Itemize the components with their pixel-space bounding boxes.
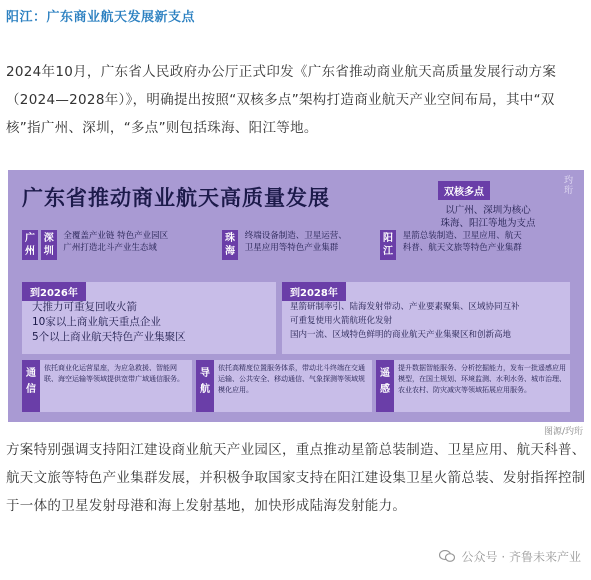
city-desc <box>403 230 522 254</box>
core-line-1: 以广州、深圳为核心 <box>445 205 531 216</box>
goals-2026-panel <box>22 282 276 354</box>
city-desc-line: 星箭总装制造、卫星应用、航天 <box>402 231 522 241</box>
city-desc-line: 广州打造北斗产业生态域 <box>63 243 157 253</box>
wechat-icon <box>439 550 455 562</box>
goal-item: 大推力可重复回收火箭 <box>32 301 137 313</box>
city-desc <box>63 230 168 254</box>
side-logo: 玓珩 <box>564 176 574 196</box>
panel-label-communication: 通信 <box>22 360 40 412</box>
watermark-text: 公众号 · 齐鲁未来产业 <box>461 550 581 564</box>
panel-navigation <box>196 360 372 412</box>
watermark <box>439 548 581 565</box>
city-badge-shenzhen: 深圳 <box>41 230 57 260</box>
infographic-title: 广东省推动商业航天高质量发展 <box>22 186 330 210</box>
city-desc-line: 卫星应用等特色产业集群 <box>244 243 339 253</box>
year-tag-2028: 到2028年 <box>282 282 346 301</box>
year-tag-2026: 到2026年 <box>22 282 86 301</box>
core-points-box <box>428 180 548 230</box>
panel-text-communication: 依托商业化运营星座，为应急救援、智能网联、海空运输等领域提供宽带广域通信服务。 <box>44 364 184 383</box>
city-desc <box>245 230 347 254</box>
image-caption: 图源/玓珩 <box>543 427 583 437</box>
goal-item: 国内一流、区域特色鲜明的商业航天产业集聚区和创新高地 <box>290 330 512 340</box>
city-desc-line: 终端设备制造、卫星运营、 <box>244 231 347 241</box>
paragraph-intro: 2024年10月，广东省人民政府办公厅正式印发《广东省推动商业航天高质量发展行动方案（2024—2028年）》，明确提出按照“双核多点”架构打造商业航天产业空间布局，其中“双核”指广州、深圳，“多点”则包括珠海、阳江等地。 <box>6 64 557 136</box>
city-zhuhai <box>222 230 347 260</box>
city-guangzhou-shenzhen <box>22 230 168 260</box>
city-desc-line: 全覆盖产业链 特色产业园区 <box>63 231 169 241</box>
panel-communication <box>22 360 192 412</box>
panel-label-remote-sensing: 遥感 <box>376 360 394 412</box>
infographic <box>8 170 584 422</box>
city-desc-line: 科普、航天文旅等特色产业集群 <box>402 243 522 253</box>
goal-item: 5个以上商业航天特色产业集聚区 <box>32 331 186 343</box>
goal-item: 星箭研制率引、陆海发射带动、产业要素聚集、区域协同互补 <box>290 302 520 312</box>
goals-2026-list <box>32 300 186 345</box>
city-badge-zhuhai: 珠海 <box>222 230 238 260</box>
city-yangjiang <box>380 230 522 260</box>
panel-text-remote-sensing: 提升数据智能服务、分析挖掘能力，发布一批遥感应用模型，在国土规划、环境监测、水利水务、城市治理、农业农村、防灾减灾等领域拓展应用服务。 <box>398 364 566 394</box>
core-badge: 双核多点 <box>438 181 490 200</box>
panel-text-navigation: 依托高精度位置服务体系，带动北斗终端在交通运输、公共安全、移动通信、气象探测等领域规模化应用。 <box>218 364 365 394</box>
city-badge-guangzhou: 广州 <box>22 230 38 260</box>
core-line-2: 珠海、阳江等地为支点 <box>440 218 536 229</box>
panel-label-navigation: 导航 <box>196 360 214 412</box>
goal-item: 可重复使用火箭航班化发射 <box>290 316 393 326</box>
goals-2028-list <box>290 300 520 342</box>
goals-2028-panel <box>282 282 570 354</box>
core-description <box>428 204 548 230</box>
paragraph-detail: 方案特别强调支持阳江建设商业航天产业园区，重点推动星箭总装制造、卫星应用、航天科普、航天文旅等特色产业集群发展，并积极争取国家支持在阳江建设集卫星火箭总装、发射指挥控制于一体的卫星发射母港和海上发射基地，加快形成陆海发射能力。 <box>6 442 586 514</box>
panel-remote-sensing <box>376 360 570 412</box>
article-heading: 阳江：广东商业航天发展新支点 <box>6 10 196 25</box>
goal-item: 10家以上商业航天重点企业 <box>32 316 161 328</box>
city-badge-yangjiang: 阳江 <box>380 230 396 260</box>
